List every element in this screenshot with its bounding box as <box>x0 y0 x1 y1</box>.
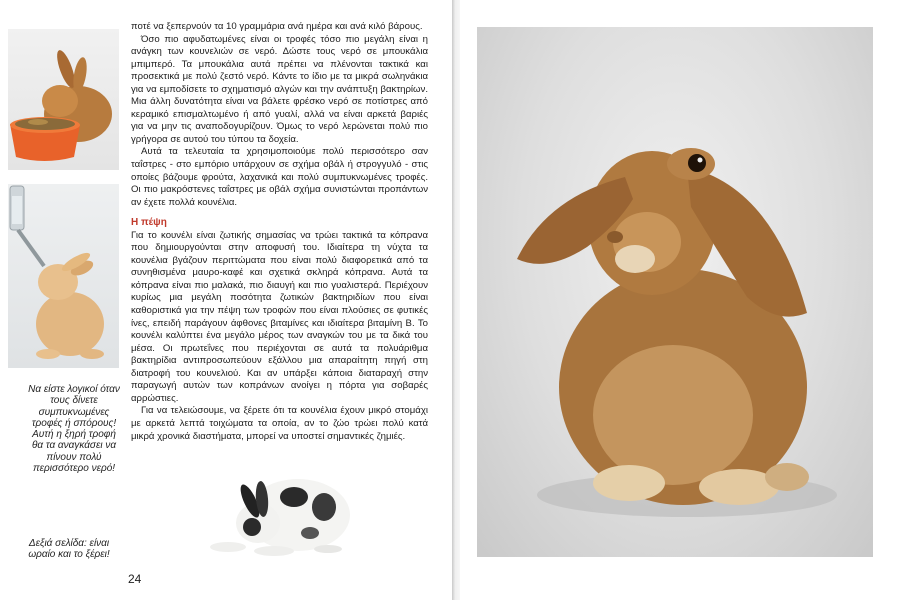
photo-rabbit-eating <box>8 29 119 170</box>
lop-rabbit-illustration <box>477 27 873 557</box>
paragraph: ποτέ να ξεπερνούν τα 10 γραμμάρια ανά ημέρα και ανά κιλό βάρους. <box>131 21 423 32</box>
photo-spotted-rabbit <box>198 453 358 563</box>
book-gutter <box>452 0 460 600</box>
spotted-rabbit-illustration <box>198 453 358 563</box>
page-number: 24 <box>128 572 142 586</box>
rabbit-eating-illustration <box>8 29 119 170</box>
photo-lop-rabbit <box>477 27 873 557</box>
photo-rabbit-drinking <box>8 184 119 368</box>
paragraph: Αυτά τα τελευταία τα χρησιμοποιούμε πολύ περισσότερο σαν ταΐστρες - στο εμπόριο υπάρχουν σε σχήμα οβάλ ή στρογγυλό - στις οποίες βάζουμε φρούτα, λαχανικά και πολύ συμπυκνωμένες τροφές. Οι πιο μακρόστενες ταΐστρες με οβάλ σχήμα συνιστώνται προπάντων αν έχετε πολλά κουνέλια. <box>131 146 428 208</box>
section-heading: Η πέψη <box>131 217 167 229</box>
paragraph: Όσο πιο αφυδατωμένες είναι οι τροφές τόσο πιο μεγάλη είναι η ανάγκη των κουνελιών σε νερό. Δώστε τους νερό σε μπουκάλια μπιμπερό. Τα μπουκάλια αυτά πρέπει να πλένονται τακτικά και προσεκτικά με πολύ ζεστό νερό. Κάντε το ίδιο με τα μικρά σωληνάκια για να εμποδίσετε το σχηματισμό αλγών και την ανάπτυξη βακτηρίων. Μια άλλη δυνατότητα είναι να βάλετε φρέσκο νερό σε ποτίστρες από κεραμικό επισμαλτωμένο ή από γυαλί, αλλά να είναι αρκετά βαριές για να μην τις αναποδογυρίζουν. Όμως το νερό λερώνεται πολύ πιο γρήγορα σε αυτού του τύπου τα δοχεία. <box>131 33 428 145</box>
caption-water-advice: Να είστε λογικοί όταν τους δίνετε συμπυκνωμένες τροφές ή σπόρους! Αυτή η ξηρή τροφή θα τα αναγκάσει να πίνουν πολύ περισσότερο νερό! <box>28 384 120 475</box>
article-text <box>131 21 428 443</box>
paragraph: Για να τελειώσουμε, να ξέρετε ότι τα κουνέλια έχουν μικρό στομάχι με αρκετά λεπτά τοιχώματα τα οποία, αν το ζώο τρώει πολύ κατά μικρά χρονικά διαστήματα, μπορεί να υποστεί σημαντικές ζημιές. <box>131 405 428 442</box>
paragraph: Για το κουνέλι είναι ζωτικής σημασίας να τρώει τακτικά τα κόπρανα που δημιουργούνται στην αποφυσή του. Ιδιαίτερα τη νύχτα τα κουνέλια βγάζουν περιττώματα που είναι πολύ διαφορετικά από τα συνηθισμένα μαυρο-καφέ και σχετικά σκληρά κόπρανα. Αυτά τα κόπρανα είναι πιο μαλακά, πιο διαυγή και πιο γυαλιστερά. Περιέχουν κυρίως μια μεγάλη ποσότητα ζωτικών βακτηριδίων που είναι καθοριστικά για την πέψη των τροφών που είναι πλούσιες σε φυτικές ίνες, επειδή παράγουν άφθονες βιταμίνες και ιδιαίτερα βιταμίνη Β. Το κουνέλι καλύπτει ένα μεγάλο μέρος των αναγκών του με τα δικά του μέσα. Οι πρωτεΐνες που περιέχονται σε αυτά τα πολυάριθμα βακτηρίδια αντιπροσωπεύουν εξάλλου μια απαραίτητη πηγή στη διατροφή του κουνελιού. Και αν υπάρξει κάποια διαταραχή στην παραγωγή αυτών των κοπράνων ανοίγει η πόρτα για σοβαρές αρρώστιες. <box>131 229 428 404</box>
caption-right-page: Δεξιά σελίδα: είναι ωραίο και το ξέρει! <box>28 538 110 561</box>
rabbit-drinking-illustration <box>8 184 119 368</box>
